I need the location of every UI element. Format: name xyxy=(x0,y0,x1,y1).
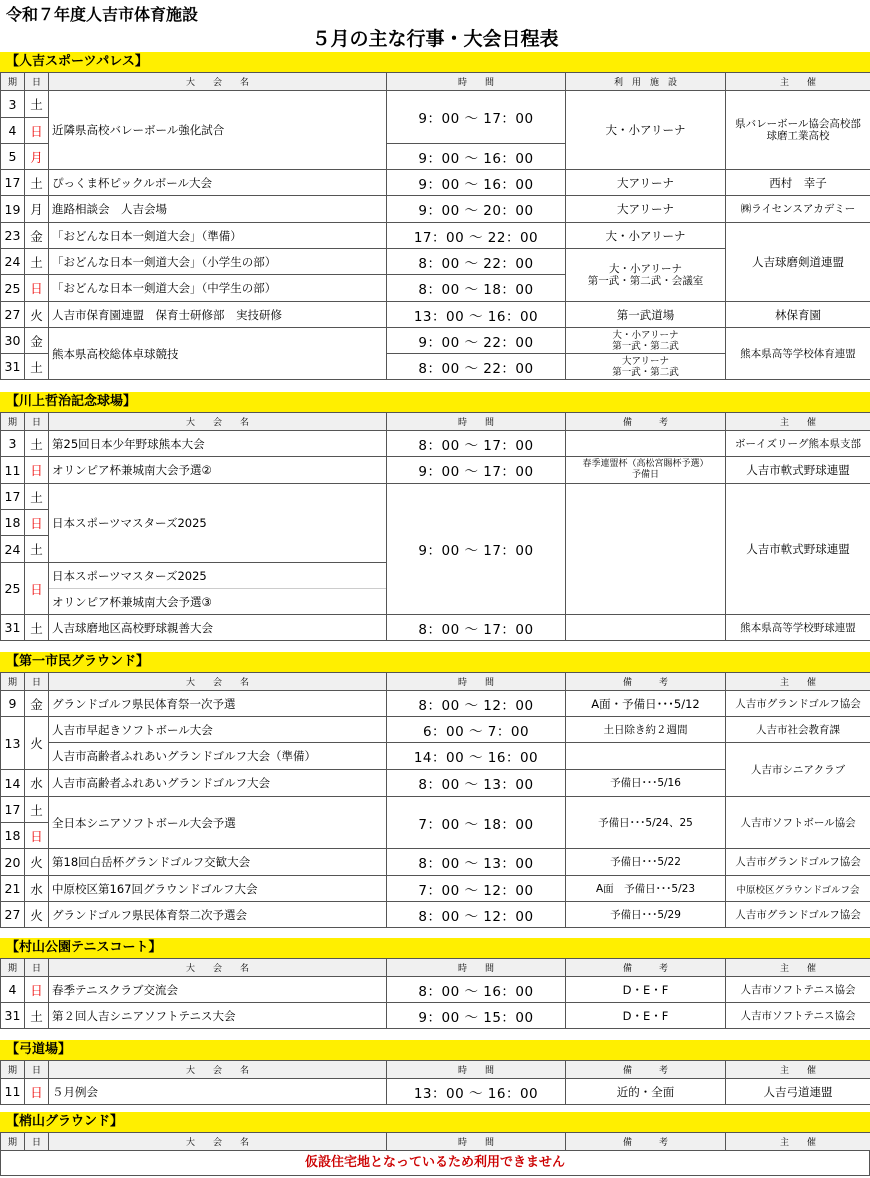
col-note: 備 考 xyxy=(566,1061,726,1079)
organizer-cell: 人吉市グランドゴルフ協会 xyxy=(726,849,870,876)
table-row xyxy=(1,876,870,902)
note-cell xyxy=(566,615,726,641)
section-first-ground xyxy=(0,652,870,928)
table-row xyxy=(1,977,870,1003)
col-event: 大 会 名 xyxy=(49,1061,387,1079)
event-cell: 中原校区第167回グラウンドゴルフ大会 xyxy=(49,876,387,902)
weekday-cell: 土 xyxy=(25,170,49,196)
day-cell: 11 xyxy=(1,1079,25,1105)
time-cell: 9：00 〜 17：00 xyxy=(387,484,566,615)
day-cell: 27 xyxy=(1,302,25,328)
weekday-cell: 火 xyxy=(25,717,49,770)
event-cell: 日本スポーツマスターズ2025 xyxy=(49,563,387,589)
organizer-cell: 人吉市軟式野球連盟 xyxy=(726,457,870,484)
col-note: 備 考 xyxy=(566,673,726,691)
col-event: 大 会 名 xyxy=(49,673,387,691)
col-day: 期 xyxy=(1,1061,25,1079)
organizer-cell: 人吉弓道連盟 xyxy=(726,1079,870,1105)
day-cell: 19 xyxy=(1,196,25,223)
table-header-row xyxy=(1,413,870,431)
col-time: 時 間 xyxy=(387,73,566,91)
col-organizer: 主 催 xyxy=(726,413,870,431)
section-title: 【弓道場】 xyxy=(0,1040,870,1060)
table-row xyxy=(1,849,870,876)
note-cell xyxy=(566,484,726,615)
weekday-cell: 日 xyxy=(25,510,49,536)
col-day: 期 xyxy=(1,673,25,691)
section-title: 【人吉スポーツパレス】 xyxy=(0,52,870,72)
table-row xyxy=(1,223,870,249)
facility-line: 第一武・第二武 xyxy=(612,366,679,378)
table-row xyxy=(1,902,870,928)
note-cell: D・E・F xyxy=(566,1003,726,1029)
event-cell: 熊本県高校総体卓球競技 xyxy=(49,328,387,380)
day-cell: 9 xyxy=(1,691,25,717)
table-header-row xyxy=(1,1061,870,1079)
col-facility: 利 用 施 設 xyxy=(566,73,726,91)
table-header-row xyxy=(1,1133,870,1151)
col-day: 期 xyxy=(1,1133,25,1151)
table-row xyxy=(1,797,870,823)
table-row xyxy=(1,170,870,196)
table-row xyxy=(1,717,870,743)
col-weekday: 日 xyxy=(25,673,49,691)
weekday-cell: 日 xyxy=(25,563,49,615)
event-cell: 第25回日本少年野球熊本大会 xyxy=(49,431,387,457)
event-cell: 人吉球磨地区高校野球親善大会 xyxy=(49,615,387,641)
event-cell: 「おどんな日本一剣道大会」（小学生の部） xyxy=(49,249,387,275)
organizer-cell: 人吉市ソフトテニス協会 xyxy=(726,1003,870,1029)
table-header-row xyxy=(1,673,870,691)
time-cell: 6：00 〜 7：00 xyxy=(387,717,566,743)
table-row xyxy=(1,691,870,717)
col-day: 期 xyxy=(1,413,25,431)
event-cell: 人吉市高齢者ふれあいグランドゴルフ大会 xyxy=(49,770,387,797)
day-cell: 21 xyxy=(1,876,25,902)
col-weekday: 日 xyxy=(25,1133,49,1151)
section-title: 【川上哲治記念球場】 xyxy=(0,392,870,412)
col-day: 期 xyxy=(1,959,25,977)
event-cell: グランドゴルフ県民体育祭一次予選 xyxy=(49,691,387,717)
table-row xyxy=(1,484,870,510)
col-weekday: 日 xyxy=(25,1061,49,1079)
weekday-cell: 日 xyxy=(25,977,49,1003)
day-cell: 31 xyxy=(1,354,25,380)
day-cell: 24 xyxy=(1,249,25,275)
day-cell: 3 xyxy=(1,431,25,457)
col-time: 時 間 xyxy=(387,673,566,691)
table-row xyxy=(1,743,870,770)
weekday-cell: 金 xyxy=(25,328,49,354)
weekday-cell: 水 xyxy=(25,770,49,797)
col-time: 時 間 xyxy=(387,1061,566,1079)
col-organizer: 主 催 xyxy=(726,673,870,691)
organizer-cell: 人吉市社会教育課 xyxy=(726,717,870,743)
weekday-cell: 土 xyxy=(25,615,49,641)
event-cell: 人吉市高齢者ふれあいグランドゴルフ大会（準備） xyxy=(49,743,387,770)
organizer-cell: 熊本県高等学校野球連盟 xyxy=(726,615,870,641)
facility-cell: 大・小アリーナ xyxy=(566,91,726,170)
day-cell: 18 xyxy=(1,823,25,849)
weekday-cell: 日 xyxy=(25,1079,49,1105)
col-event: 大 会 名 xyxy=(49,73,387,91)
note-cell: 予備日･･･5/29 xyxy=(566,902,726,928)
organizer-cell xyxy=(726,91,870,170)
day-cell: 17 xyxy=(1,170,25,196)
day-cell: 23 xyxy=(1,223,25,249)
table-row xyxy=(1,615,870,641)
table-row xyxy=(1,1003,870,1029)
time-cell: 9：00 〜 15：00 xyxy=(387,1003,566,1029)
day-cell: 31 xyxy=(1,615,25,641)
time-cell: 9：00 〜 16：00 xyxy=(387,144,566,170)
time-cell: 8：00 〜 12：00 xyxy=(387,902,566,928)
day-cell: 25 xyxy=(1,275,25,302)
event-cell: オリンピア杯兼城南大会予選③ xyxy=(49,589,387,615)
time-cell: 8：00 〜 16：00 xyxy=(387,977,566,1003)
section-murayama-tennis xyxy=(0,938,870,1029)
event-cell: ５月例会 xyxy=(49,1079,387,1105)
time-cell: 7：00 〜 12：00 xyxy=(387,876,566,902)
time-cell: 8：00 〜 22：00 xyxy=(387,249,566,275)
page-title: ５月の主な行事・大会日程表 xyxy=(311,28,559,50)
note-cell xyxy=(566,457,726,484)
fiscal-year-title: 令和７年度人吉市体育施設 xyxy=(6,5,199,24)
col-note: 備 考 xyxy=(566,959,726,977)
weekday-cell: 火 xyxy=(25,849,49,876)
day-cell: 4 xyxy=(1,977,25,1003)
day-cell: 11 xyxy=(1,457,25,484)
facility-cell xyxy=(566,354,726,380)
weekday-cell: 金 xyxy=(25,691,49,717)
weekday-cell: 日 xyxy=(25,457,49,484)
day-cell: 5 xyxy=(1,144,25,170)
organizer-cell: ㈱ライセンスアカデミー xyxy=(726,196,870,223)
col-organizer: 主 催 xyxy=(726,1061,870,1079)
event-cell: ぴっくま杯ピックルボール大会 xyxy=(49,170,387,196)
table-row xyxy=(1,91,870,118)
table-row xyxy=(1,196,870,223)
note-cell: A面 予備日･･･5/23 xyxy=(566,876,726,902)
event-cell: 春季テニスクラブ交流会 xyxy=(49,977,387,1003)
col-event: 大 会 名 xyxy=(49,959,387,977)
col-weekday: 日 xyxy=(25,413,49,431)
time-cell: 9：00 〜 17：00 xyxy=(387,457,566,484)
weekday-cell: 土 xyxy=(25,431,49,457)
organizer-cell: 人吉市グランドゴルフ協会 xyxy=(726,691,870,717)
note-cell: 予備日･･･5/22 xyxy=(566,849,726,876)
weekday-cell: 土 xyxy=(25,354,49,380)
facility-cell: 大・小アリーナ xyxy=(566,223,726,249)
day-cell: 13 xyxy=(1,717,25,770)
facility-line: 大・小アリーナ xyxy=(612,329,679,341)
time-cell: 9：00 〜 17：00 xyxy=(387,91,566,144)
section-kozueyama-ground xyxy=(0,1112,870,1176)
unavailable-notice: 仮設住宅地となっているため利用できません xyxy=(0,1151,870,1176)
note-cell: D・E・F xyxy=(566,977,726,1003)
schedule-table xyxy=(0,412,870,641)
organizer-cell: 林保育園 xyxy=(726,302,870,328)
col-note: 備 考 xyxy=(566,1133,726,1151)
event-cell: 人吉市保育園連盟 保育士研修部 実技研修 xyxy=(49,302,387,328)
day-cell: 25 xyxy=(1,563,25,615)
note-cell xyxy=(566,431,726,457)
section-title: 【梢山グラウンド】 xyxy=(0,1112,870,1132)
event-cell: 日本スポーツマスターズ2025 xyxy=(49,484,387,563)
table-row xyxy=(1,431,870,457)
facility-line: 大・小アリーナ xyxy=(608,263,683,275)
section-kyudojo xyxy=(0,1040,870,1105)
time-cell: 8：00 〜 18：00 xyxy=(387,275,566,302)
section-sports-palace xyxy=(0,52,870,380)
weekday-cell: 土 xyxy=(25,249,49,275)
note-cell: A面・予備日･･･5/12 xyxy=(566,691,726,717)
organizer-cell: 人吉市シニアクラブ xyxy=(726,743,870,797)
organizer-cell: ボーイズリーグ熊本県支部 xyxy=(726,431,870,457)
day-cell: 20 xyxy=(1,849,25,876)
time-cell: 8：00 〜 17：00 xyxy=(387,615,566,641)
schedule-table xyxy=(0,1060,870,1105)
table-header-row xyxy=(1,73,870,91)
day-cell: 17 xyxy=(1,484,25,510)
col-organizer: 主 催 xyxy=(726,73,870,91)
note-cell: 近的・全面 xyxy=(566,1079,726,1105)
weekday-cell: 火 xyxy=(25,902,49,928)
time-cell: 13：00 〜 16：00 xyxy=(387,1079,566,1105)
event-cell: 人吉市早起きソフトボール大会 xyxy=(49,717,387,743)
col-weekday: 日 xyxy=(25,73,49,91)
organizer-cell: 人吉市グランドゴルフ協会 xyxy=(726,902,870,928)
time-cell: 9：00 〜 16：00 xyxy=(387,170,566,196)
time-cell: 8：00 〜 12：00 xyxy=(387,691,566,717)
organizer-cell: 熊本県高等学校体育連盟 xyxy=(726,328,870,380)
event-cell: 「おどんな日本一剣道大会」（中学生の部） xyxy=(49,275,387,302)
time-cell: 17：00 〜 22：00 xyxy=(387,223,566,249)
schedule-table xyxy=(0,1132,870,1151)
note-line: 予備日 xyxy=(631,470,659,480)
section-title: 【第一市民グラウンド】 xyxy=(0,652,870,672)
weekday-cell: 日 xyxy=(25,118,49,144)
organizer-cell: 中原校区グラウンドゴルフ会 xyxy=(726,876,870,902)
organizer-line: 球磨工業高校 xyxy=(766,130,830,142)
time-cell: 8：00 〜 22：00 xyxy=(387,354,566,380)
time-cell: 7：00 〜 18：00 xyxy=(387,797,566,849)
weekday-cell: 土 xyxy=(25,91,49,118)
table-row xyxy=(1,328,870,354)
weekday-cell: 火 xyxy=(25,302,49,328)
note-cell: 予備日･･･5/24、25 xyxy=(566,797,726,849)
schedule-table xyxy=(0,958,870,1029)
facility-cell: 大アリーナ xyxy=(566,196,726,223)
col-event: 大 会 名 xyxy=(49,413,387,431)
facility-cell xyxy=(566,328,726,354)
col-organizer: 主 催 xyxy=(726,1133,870,1151)
facility-cell: 大アリーナ xyxy=(566,170,726,196)
weekday-cell: 土 xyxy=(25,797,49,823)
col-time: 時 間 xyxy=(387,413,566,431)
event-cell: 第18回白岳杯グランドゴルフ交歓大会 xyxy=(49,849,387,876)
section-title: 【村山公園テニスコート】 xyxy=(0,938,870,958)
organizer-cell: 人吉市軟式野球連盟 xyxy=(726,484,870,615)
table-header-row xyxy=(1,959,870,977)
table-row xyxy=(1,302,870,328)
facility-line: 第一武・第二武・会議室 xyxy=(587,275,704,287)
event-cell: オリンピア杯兼城南大会予選② xyxy=(49,457,387,484)
weekday-cell: 土 xyxy=(25,484,49,510)
time-cell: 8：00 〜 17：00 xyxy=(387,431,566,457)
schedule-table xyxy=(0,72,870,380)
col-organizer: 主 催 xyxy=(726,959,870,977)
day-cell: 4 xyxy=(1,118,25,144)
weekday-cell: 月 xyxy=(25,196,49,223)
facility-line: 大アリーナ xyxy=(621,355,670,367)
section-kawakami-stadium xyxy=(0,392,870,641)
organizer-cell: 人吉市ソフトテニス協会 xyxy=(726,977,870,1003)
schedule-table xyxy=(0,672,870,928)
day-cell: 14 xyxy=(1,770,25,797)
event-cell: 進路相談会 人吉会場 xyxy=(49,196,387,223)
facility-cell xyxy=(566,249,726,302)
table-row xyxy=(1,1079,870,1105)
table-row xyxy=(1,457,870,484)
col-day: 期 xyxy=(1,73,25,91)
weekday-cell: 日 xyxy=(25,823,49,849)
event-cell: グランドゴルフ県民体育祭二次予選会 xyxy=(49,902,387,928)
note-cell xyxy=(566,743,726,770)
weekday-cell: 土 xyxy=(25,536,49,563)
event-cell: 第２回人吉シニアソフトテニス大会 xyxy=(49,1003,387,1029)
event-cell: 近隣県高校バレーボール強化試合 xyxy=(49,91,387,170)
weekday-cell: 日 xyxy=(25,275,49,302)
organizer-cell: 西村 幸子 xyxy=(726,170,870,196)
col-note: 備 考 xyxy=(566,413,726,431)
event-cell: 全日本シニアソフトボール大会予選 xyxy=(49,797,387,849)
day-cell: 17 xyxy=(1,797,25,823)
col-time: 時 間 xyxy=(387,1133,566,1151)
time-cell: 14：00 〜 16：00 xyxy=(387,743,566,770)
note-cell: 土日除き約２週間 xyxy=(566,717,726,743)
time-cell: 13：00 〜 16：00 xyxy=(387,302,566,328)
col-weekday: 日 xyxy=(25,959,49,977)
day-cell: 24 xyxy=(1,536,25,563)
weekday-cell: 土 xyxy=(25,1003,49,1029)
day-cell: 31 xyxy=(1,1003,25,1029)
organizer-cell: 人吉球磨剣道連盟 xyxy=(726,223,870,302)
organizer-cell: 人吉市ソフトボール協会 xyxy=(726,797,870,849)
note-line: 春季連盟杯（高松宮賜杯予選） xyxy=(582,459,709,469)
organizer-line: 県バレーボール協会高校部 xyxy=(735,118,861,130)
time-cell: 8：00 〜 13：00 xyxy=(387,849,566,876)
day-cell: 18 xyxy=(1,510,25,536)
weekday-cell: 水 xyxy=(25,876,49,902)
facility-cell: 第一武道場 xyxy=(566,302,726,328)
time-cell: 9：00 〜 22：00 xyxy=(387,328,566,354)
col-event: 大 会 名 xyxy=(49,1133,387,1151)
time-cell: 8：00 〜 13：00 xyxy=(387,770,566,797)
weekday-cell: 金 xyxy=(25,223,49,249)
facility-line: 第一武・第二武 xyxy=(612,340,679,352)
day-cell: 30 xyxy=(1,328,25,354)
weekday-cell: 月 xyxy=(25,144,49,170)
col-time: 時 間 xyxy=(387,959,566,977)
event-cell: 「おどんな日本一剣道大会」（準備） xyxy=(49,223,387,249)
day-cell: 3 xyxy=(1,91,25,118)
note-cell: 予備日･･･5/16 xyxy=(566,770,726,797)
day-cell: 27 xyxy=(1,902,25,928)
time-cell: 9：00 〜 20：00 xyxy=(387,196,566,223)
